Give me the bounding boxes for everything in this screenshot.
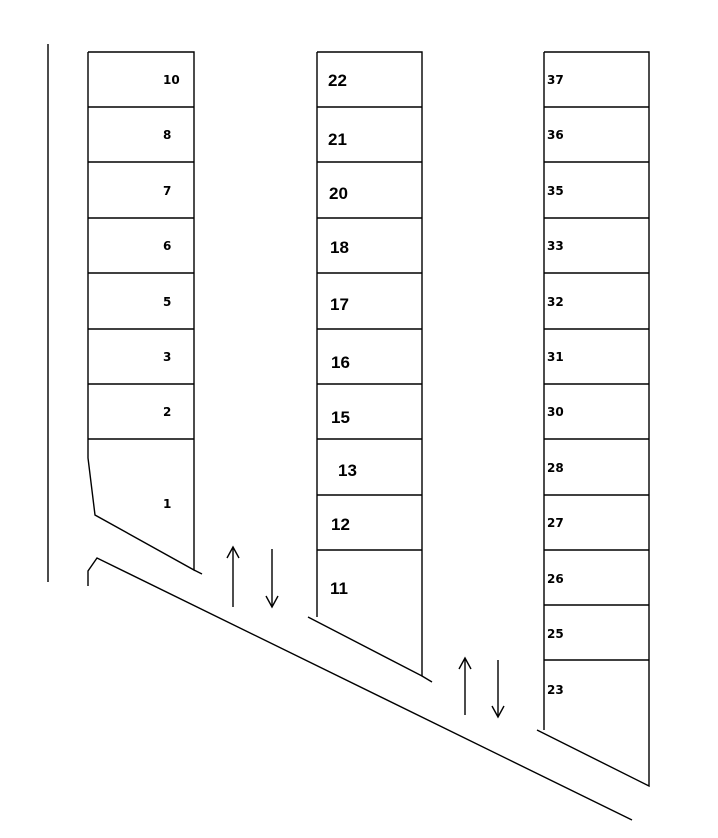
arrow-down-icon <box>492 660 504 717</box>
stall-number: 5 <box>163 295 172 309</box>
traffic-arrows <box>227 547 504 717</box>
stall-number: 16 <box>331 353 350 372</box>
curb-stub <box>194 570 202 574</box>
stall-number: 37 <box>547 73 564 87</box>
stall-number: 28 <box>547 461 564 475</box>
left-row-dividers <box>88 107 194 439</box>
stall-number: 31 <box>547 350 564 364</box>
lot-outline <box>48 44 649 820</box>
arrow-up-icon <box>459 658 471 715</box>
stall-number: 17 <box>330 295 349 314</box>
middle-row-outline <box>308 52 422 676</box>
stall-number: 26 <box>547 572 564 586</box>
stall-number: 8 <box>163 128 172 142</box>
stall-number: 7 <box>163 184 172 198</box>
left-row-outline <box>88 52 194 570</box>
left-row-labels <box>163 73 180 511</box>
stall-number: 10 <box>163 73 180 87</box>
stall-number: 33 <box>547 239 564 253</box>
stall-number: 6 <box>163 239 172 253</box>
stall-number: 3 <box>163 350 172 364</box>
arrow-down-icon <box>266 549 278 607</box>
stall-number: 25 <box>547 627 564 641</box>
stall-number: 12 <box>331 515 350 534</box>
stall-number: 22 <box>328 71 347 90</box>
arrow-up-icon <box>227 547 239 607</box>
stall-number: 36 <box>547 128 564 142</box>
stall-number: 30 <box>547 405 564 419</box>
middle-row-dividers <box>317 107 422 550</box>
stall-number: 35 <box>547 184 564 198</box>
stall-number: 11 <box>330 579 348 598</box>
middle-row-labels <box>328 71 357 598</box>
stall-number: 1 <box>163 497 172 511</box>
stall-number: 13 <box>338 461 357 480</box>
stall-number: 2 <box>163 405 172 419</box>
right-row-labels <box>547 73 564 697</box>
stall-number: 18 <box>330 238 349 257</box>
curb-stub <box>422 676 432 682</box>
stall-number: 20 <box>329 184 348 203</box>
stall-number: 21 <box>328 130 347 149</box>
stall-number: 32 <box>547 295 564 309</box>
stall-number: 15 <box>331 408 350 427</box>
stall-number: 23 <box>547 683 564 697</box>
stall-number: 27 <box>547 516 564 530</box>
